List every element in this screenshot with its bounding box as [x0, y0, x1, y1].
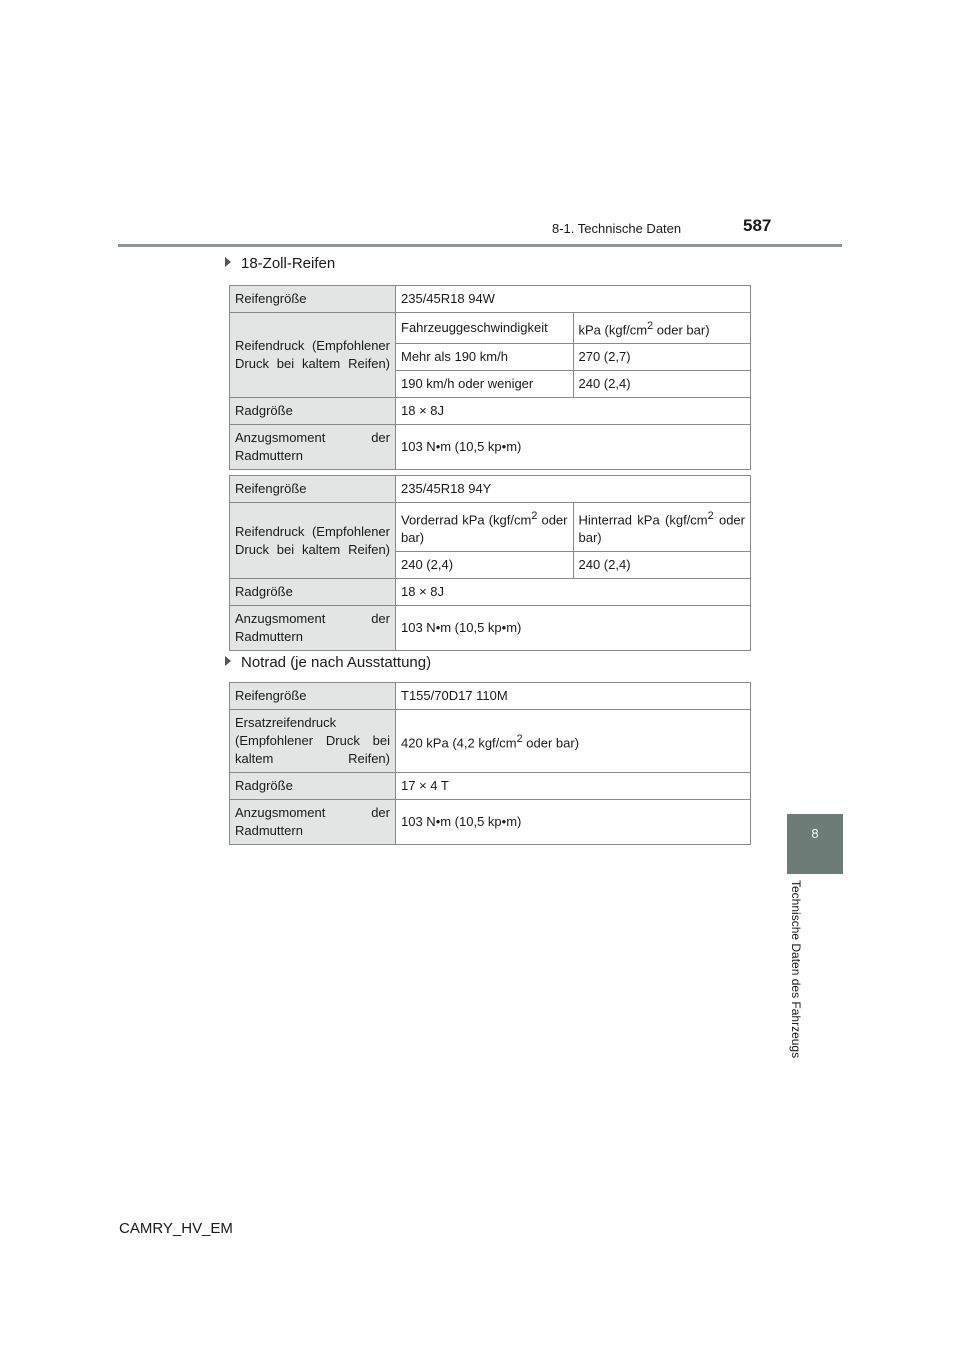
front-pressure-header: Vorderrad kPa ($kgf/cm^2$ oder bar)	[396, 503, 574, 552]
rear-pressure-header: Hinterrad kPa ($kgf/cm^2$ oder bar)	[573, 503, 751, 552]
pressure-unit-header: kPa ($kgf/cm^2$ oder bar)	[573, 313, 751, 344]
spare-pressure-value: 420 kPa (4,2 kgf/$cm^2$ oder bar)	[396, 710, 751, 773]
tire-size-value: T155/70D17 110M	[396, 683, 751, 710]
spare-tire-spec-table	[229, 682, 751, 845]
chapter-tab	[787, 814, 843, 874]
tire-size-label: Reifengröße	[230, 683, 396, 710]
section-heading-text: Notrad (je nach Ausstattung)	[241, 654, 432, 671]
wheel-size-value: 18 × 8J	[396, 579, 751, 606]
wheel-size-label: Radgröße	[230, 773, 396, 800]
chapter-number: 8	[811, 826, 819, 841]
section-title: 8-1. Technische Daten	[552, 221, 682, 236]
header-divider	[118, 244, 842, 247]
chapter-label: Technische Daten des Fahrzeugs	[789, 880, 803, 1059]
pressure-value: 270 (2,7)	[573, 344, 751, 371]
spare-pressure-label: Ersatzreifendruck (Empfohlener Druck bei kaltem Reifen)	[230, 710, 396, 773]
tire-pressure-label: Reifendruck (Empfohlener Druck bei kaltem Reifen)	[230, 503, 396, 579]
tire-size-label: Reifengröße	[230, 286, 396, 313]
section-heading-text: 18-Zoll-Reifen	[241, 255, 336, 272]
speed-value: Mehr als 190 km/h	[396, 344, 574, 371]
tire-pressure-label: Reifendruck (Empfohlener Druck bei kaltem Reifen)	[230, 313, 396, 398]
lug-torque-value: 103 N•m (10,5 kp•m)	[396, 606, 751, 651]
front-pressure-value: 240 (2,4)	[396, 552, 574, 579]
tire-size-value: 235/45R18 94Y	[396, 476, 751, 503]
section-heading-spare	[225, 654, 431, 671]
tire-size-value: 235/45R18 94W	[396, 286, 751, 313]
document-code: CAMRY_HV_EM	[119, 1220, 233, 1237]
wheel-size-label: Radgröße	[230, 398, 396, 425]
lug-torque-value: 103 N•m (10,5 kp•m)	[396, 800, 751, 845]
page-number: 587	[743, 216, 772, 235]
wheel-size-label: Radgröße	[230, 579, 396, 606]
lug-torque-label: Anzugsmoment der Radmuttern	[230, 425, 396, 470]
section-heading-18-inch	[225, 255, 335, 272]
tire-size-label: Reifengröße	[230, 476, 396, 503]
tire-spec-table-y	[229, 475, 751, 651]
speed-header: Fahrzeuggeschwindigkeit	[396, 313, 574, 344]
lug-torque-label: Anzugsmoment der Radmuttern	[230, 800, 396, 845]
rear-pressure-value: 240 (2,4)	[573, 552, 751, 579]
lug-torque-label: Anzugsmoment der Radmuttern	[230, 606, 396, 651]
tire-spec-table-w	[229, 285, 751, 470]
triangle-bullet-icon	[225, 656, 231, 666]
speed-value: 190 km/h oder weniger	[396, 371, 574, 398]
wheel-size-value: 18 × 8J	[396, 398, 751, 425]
lug-torque-value: 103 N•m (10,5 kp•m)	[396, 425, 751, 470]
pressure-value: 240 (2,4)	[573, 371, 751, 398]
wheel-size-value: 17 × 4 T	[396, 773, 751, 800]
triangle-bullet-icon	[225, 257, 231, 267]
